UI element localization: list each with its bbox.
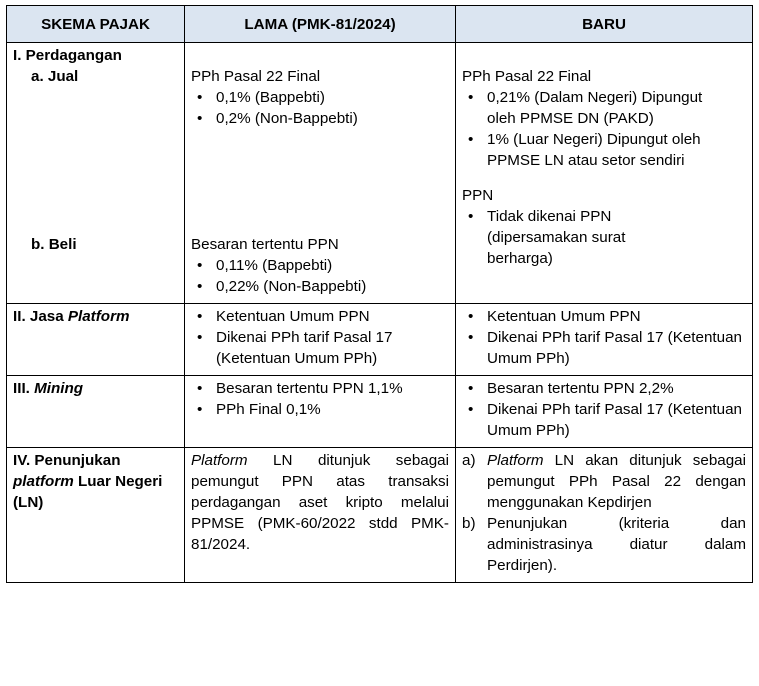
cell-foreign-label — [7, 448, 185, 583]
old-platform-list — [191, 306, 449, 369]
section-title-foreign-italic: platform — [13, 473, 74, 490]
row-penunjukan-ln — [7, 448, 753, 583]
new-beli-heading: PPN — [462, 187, 494, 204]
old-beli-heading: Besaran tertentu PPN — [191, 236, 339, 253]
cell-platform-label — [7, 304, 185, 376]
list-item: • 0,2% (Non-Bappebti) — [191, 108, 449, 129]
list-item: • Dikenai PPh tarif Pasal 17 (Ketentuan Umum PPh) — [462, 327, 746, 369]
cell-platform-lama — [185, 304, 456, 376]
old-foreign-text — [191, 450, 449, 555]
new-foreign-body: Penunjukan (kriteria dan administrasinya diatur dalam Perdirjen). — [487, 515, 746, 574]
cell-mining-label — [7, 376, 185, 448]
list-item: • Dikenai PPh tarif Pasal 17 (Ketentuan Umum PPh) — [462, 399, 746, 441]
old-mining-list — [191, 378, 449, 420]
list-item — [462, 513, 746, 576]
new-beli-list — [462, 206, 746, 269]
old-jual-heading: PPh Pasal 22 Final — [191, 68, 321, 85]
new-foreign-body: LN akan ditunjuk sebagai pemungut PPh Pasal 22 dengan menggunakan Kepdirjen — [487, 452, 746, 511]
cell-perdagangan-baru — [456, 43, 753, 304]
list-marker: b) — [462, 515, 476, 532]
list-item: • 0,1% (Bappebti) — [191, 87, 449, 108]
list-item: • PPh Final 0,1% — [191, 399, 449, 420]
new-foreign-italic: Platform — [487, 452, 544, 469]
section-title-platform-italic: Platform — [67, 308, 130, 325]
new-jual-heading: PPh Pasal 22 Final — [462, 68, 592, 85]
section-title-foreign — [13, 450, 178, 513]
cell-foreign-lama — [185, 448, 456, 583]
list-item: • 0,11% (Bappebti) — [191, 255, 449, 276]
row-jasa-platform — [7, 304, 753, 376]
list-item: • 0,22% (Non-Bappebti) — [191, 276, 449, 297]
list-item: • Ketentuan Umum PPN — [191, 306, 449, 327]
old-foreign-body: LN ditunjuk sebagai pemungut PPN atas transaksi perdagangan aset kripto melalui PPMSE (PMK-60/2022 stdd PMK-81/2024. — [191, 452, 449, 553]
sub-label-jual: a. Jual — [31, 68, 79, 85]
header-lama: LAMA (PMK-81/2024) — [185, 6, 456, 43]
section-title-mining-italic: Mining — [34, 380, 84, 397]
cell-platform-baru — [456, 304, 753, 376]
list-item — [462, 450, 746, 513]
cell-mining-lama — [185, 376, 456, 448]
sub-label-beli: b. Beli — [31, 236, 77, 253]
list-item: • Tidak dikenai PPN (dipersamakan surat berharga) — [462, 206, 686, 269]
cell-foreign-baru — [456, 448, 753, 583]
section-title-platform: II. Jasa — [13, 308, 68, 325]
list-marker: a) — [462, 452, 476, 469]
header-row — [7, 6, 753, 43]
row-perdagangan — [7, 43, 753, 304]
new-foreign-list — [462, 450, 746, 576]
row-mining — [7, 376, 753, 448]
tax-scheme-table — [6, 5, 753, 583]
cell-mining-baru — [456, 376, 753, 448]
new-platform-list — [462, 306, 746, 369]
header-baru: BARU — [456, 6, 753, 43]
list-item: • 1% (Luar Negeri) Dipungut oleh PPMSE LN atau setor sendiri — [462, 129, 716, 171]
old-beli-list — [191, 255, 449, 297]
new-mining-list — [462, 378, 746, 441]
section-title-mining: III. — [13, 380, 35, 397]
section-title-foreign-line1: IV. Penunjukan — [13, 452, 121, 469]
list-item: • Dikenai PPh tarif Pasal 17 (Ketentuan Umum PPh) — [191, 327, 449, 369]
list-item: • 0,21% (Dalam Negeri) Dipungut oleh PPMSE DN (PAKD) — [462, 87, 716, 129]
list-item: • Besaran tertentu PPN 1,1% — [191, 378, 449, 399]
list-item: • Besaran tertentu PPN 2,2% — [462, 378, 746, 399]
header-skema-pajak: SKEMA PAJAK — [7, 6, 185, 43]
cell-perdagangan-label — [7, 43, 185, 304]
list-item: • Ketentuan Umum PPN — [462, 306, 746, 327]
old-foreign-italic: Platform — [191, 452, 248, 469]
new-jual-list — [462, 87, 746, 171]
old-jual-list — [191, 87, 449, 129]
section-title-perdagangan: I. Perdagangan — [13, 47, 122, 64]
cell-perdagangan-lama — [185, 43, 456, 304]
section-title-foreign-rest: Luar Negeri (LN) — [13, 473, 163, 511]
